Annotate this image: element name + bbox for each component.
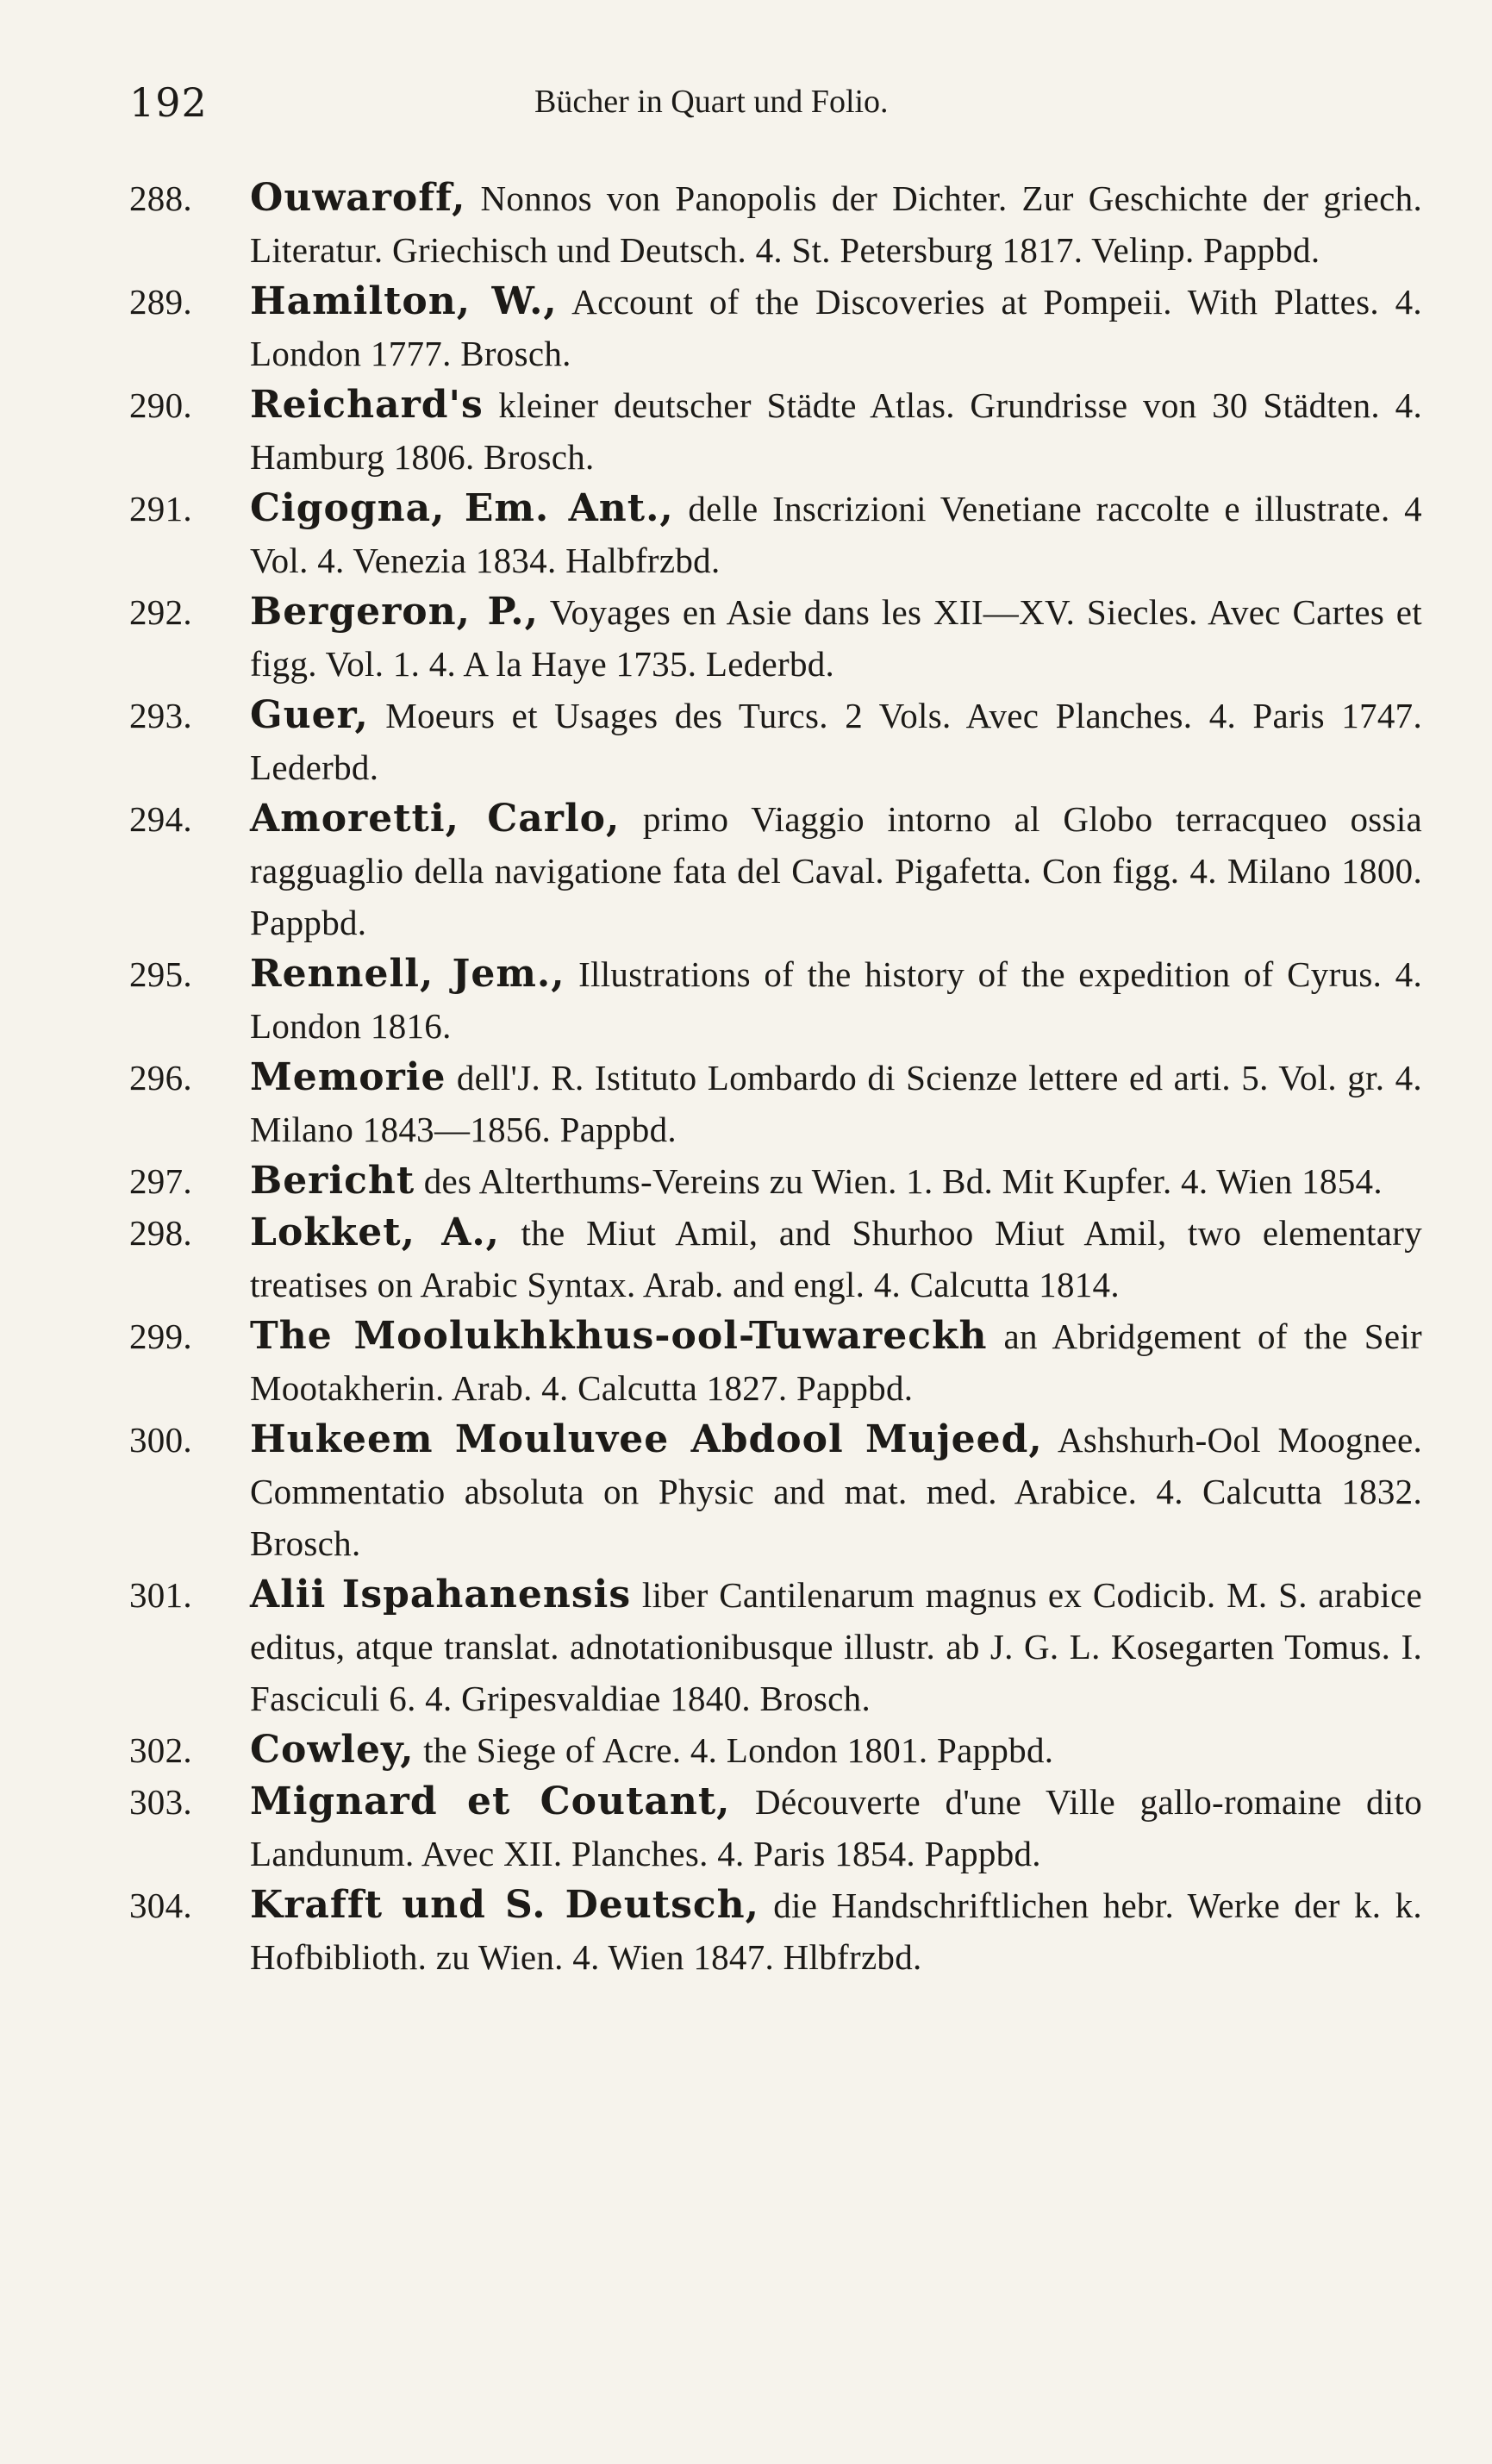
catalog-entry-289 (129, 276, 1422, 379)
catalog-entry-298 (129, 1207, 1422, 1310)
catalog-entries (129, 172, 1422, 1983)
catalog-entry-290 (129, 379, 1422, 483)
entry-text: delle Inscrizioni Venetiane raccolte e illustrate. 4 Vol. 4. Venezia 1834. Halbfrzbd. (250, 489, 1422, 580)
catalog-entry-291 (129, 483, 1422, 586)
page-number: 192 (129, 79, 208, 126)
entry-author: The Moolukhkhus-ool-Tuwareckh (250, 1314, 988, 1358)
entry-number: 302. (129, 1730, 192, 1770)
entry-text: Moeurs et Usages des Turcs. 2 Vols. Avec Planches. 4. Paris 1747. Lederbd. (250, 696, 1422, 787)
catalog-entry-296 (129, 1052, 1422, 1155)
catalog-entry-288 (129, 172, 1422, 276)
catalog-entry-303 (129, 1776, 1422, 1879)
entry-text: die Handschriftlichen hebr. Werke der k. k. Hofbiblioth. zu Wien. 4. Wien 1847. Hlbfrzbd. (250, 1886, 1422, 1977)
entry-text: des Alterthums-Vereins zu Wien. 1. Bd. Mit Kupfer. 4. Wien 1854. (415, 1161, 1383, 1201)
catalog-entry-295 (129, 948, 1422, 1052)
entry-author: Memorie (250, 1055, 446, 1099)
entry-text: primo Viaggio intorno al Globo terracqueo ossia ragguaglio della navigatione fata del Caval. Pigafetta. Con figg. 4. Milano 1800. Pappbd. (250, 799, 1423, 942)
entry-text: Illustrations of the history of the expedition of Cyrus. 4. London 1816. (250, 954, 1422, 1046)
entry-number: 295. (129, 954, 192, 994)
entry-author: Guer, (250, 693, 369, 737)
entry-number: 293. (129, 696, 192, 735)
entry-text: Ashshurh-Ool Moognee. Commentatio absoluta on Physic and mat. med. Arabice. 4. Calcutta 1832. Brosch. (250, 1420, 1422, 1563)
entry-text: an Abridgement of the Seir Mootakherin. Arab. 4. Calcutta 1827. Pappbd. (250, 1316, 1422, 1408)
entry-text: Account of the Discoveries at Pompeii. With Plattes. 4. London 1777. Brosch. (250, 282, 1422, 373)
entry-author: Hukeem Mouluvee Abdool Mujeed, (250, 1417, 1043, 1461)
entry-number: 288. (129, 178, 192, 218)
running-title: Bücher in Quart und Folio. (534, 84, 889, 120)
catalog-entry-293 (129, 690, 1422, 793)
catalog-entry-294 (129, 793, 1422, 948)
entry-number: 304. (129, 1886, 192, 1925)
entry-text: Voyages en Asie dans les XII—XV. Siecles. Avec Cartes et figg. Vol. 1. 4. A la Haye 1735. Lederbd. (250, 592, 1422, 684)
entry-number: 299. (129, 1316, 192, 1356)
entry-text: the Miut Amil, and Shurhoo Miut Amil, two elementary treatises on Arabic Syntax. Arab. and engl. 4. Calcutta 1814. (250, 1213, 1422, 1304)
entry-number: 290. (129, 385, 192, 425)
entry-author: Alii Ispahanensis (250, 1573, 632, 1617)
page-header (129, 79, 1422, 140)
entry-number: 291. (129, 489, 192, 528)
entry-number: 300. (129, 1420, 192, 1460)
entry-author: Ouwaroff, (250, 176, 466, 220)
entry-author: Lokket, A., (250, 1210, 500, 1254)
entry-author: Reichard's (250, 383, 484, 427)
catalog-entry-297 (129, 1155, 1422, 1207)
catalog-entry-301 (129, 1569, 1422, 1724)
entry-author: Bericht (250, 1159, 415, 1203)
entry-number: 297. (129, 1161, 192, 1201)
entry-text: Découverte d'une Ville gallo-romaine dito Landunum. Avec XII. Planches. 4. Paris 1854. Pappbd. (250, 1782, 1422, 1873)
entry-author: Amoretti, Carlo, (250, 797, 621, 841)
catalog-entry-292 (129, 586, 1422, 690)
entry-text: dell'J. R. Istituto Lombardo di Scienze lettere ed arti. 5. Vol. gr. 4. Milano 1843—1856. Pappbd. (250, 1058, 1422, 1149)
catalog-entry-299 (129, 1310, 1422, 1414)
catalog-entry-302 (129, 1724, 1422, 1776)
entry-author: Bergeron, P., (250, 590, 539, 634)
entry-text: kleiner deutscher Städte Atlas. Grundrisse von 30 Städten. 4. Hamburg 1806. Brosch. (250, 385, 1422, 477)
entry-author: Krafft und S. Deutsch, (250, 1883, 759, 1927)
entry-text: Nonnos von Panopolis der Dichter. Zur Geschichte der griech. Literatur. Griechisch und Deutsch. 4. St. Petersburg 1817. Velinp. Pappbd. (250, 178, 1422, 270)
entry-author: Cowley, (250, 1728, 415, 1772)
entry-text: the Siege of Acre. 4. London 1801. Pappbd. (414, 1730, 1054, 1770)
catalog-entry-300 (129, 1414, 1422, 1569)
entry-author: Cigogna, Em. Ant., (250, 486, 674, 530)
entry-number: 289. (129, 282, 192, 322)
entry-text: liber Cantilenarum magnus ex Codicib. M. S. arabice editus, atque translat. adnotationibusque illustr. ab J. G. L. Kosegarten Tomus. I. Fasciculi 6. 4. Gripesvaldiae 1840. Brosch. (250, 1575, 1422, 1718)
catalog-entry-304 (129, 1879, 1422, 1983)
entry-number: 301. (129, 1575, 192, 1615)
entry-author: Rennell, Jem., (250, 952, 565, 996)
entry-number: 303. (129, 1782, 192, 1822)
entry-number: 298. (129, 1213, 192, 1253)
entry-number: 296. (129, 1058, 192, 1098)
entry-author: Mignard et Coutant, (250, 1779, 731, 1823)
entry-author: Hamilton, W., (250, 279, 558, 323)
entry-number: 292. (129, 592, 192, 632)
entry-number: 294. (129, 799, 192, 839)
